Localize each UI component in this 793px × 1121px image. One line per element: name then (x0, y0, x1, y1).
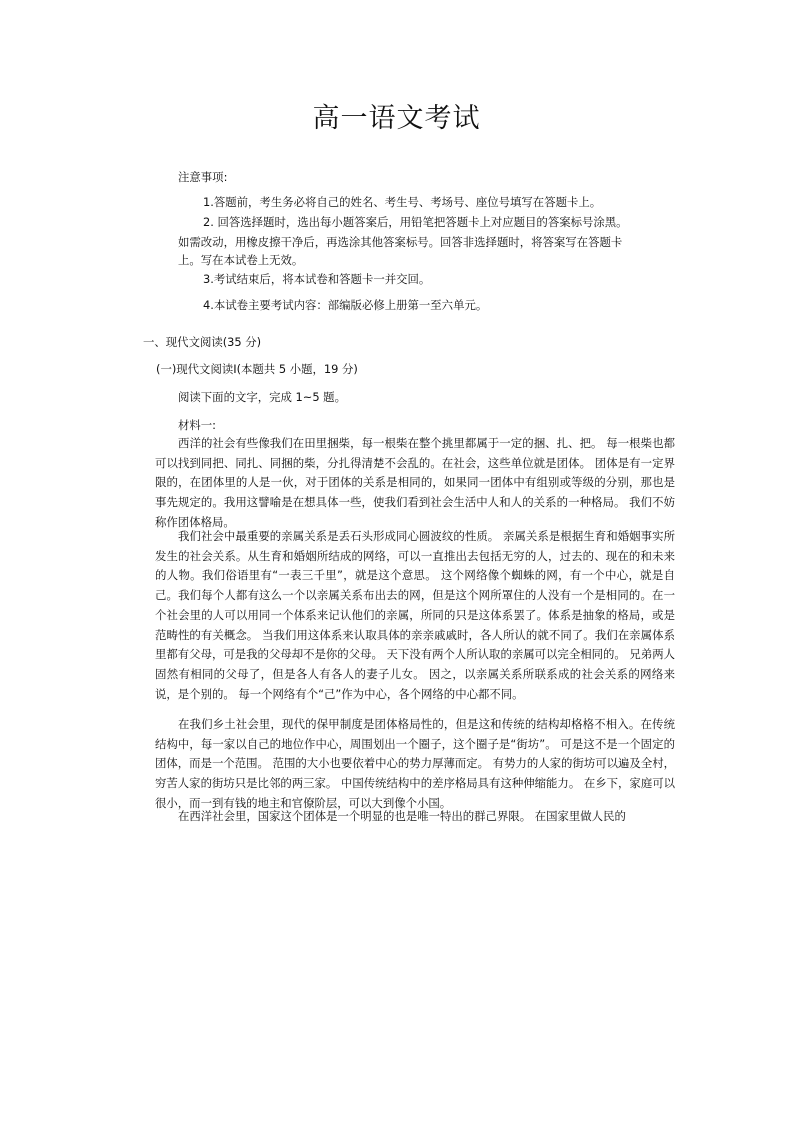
paragraph-3: 在我们乡土社会里，现代的保甲制度是团体格局性的，但是这和传统的结构却格格不相入。在传统结构中，每一家以自己的地位作中心，周围划出一个圈子，这个圈子是“街坊”。 可是这不是一个固定的团体，而是一个范围。 范围的大小也要依着中心的势力厚薄而定。 有势力的人家的街坊可以遍及全村，穷苦人家的街坊只是比邻的两三家。 中国传统结构中的差序格局具有这种伸缩能力。 在乡下，家庭可以很小，而一到有钱的地主和官僚阶层，可以大到像个小国。 (155, 717, 675, 810)
paragraph-2: 我们社会中最重要的亲属关系是丢石头形成同心圆波纹的性质。 亲属关系是根据生育和婚姻事实所发生的社会关系。从生育和婚姻所结成的网络，可以一直推出去包括无穷的人，过去的、现在的和未来的人物。我们俗语里有“一表三千里”，就是这个意思。 这个网络像个蜘蛛的网，有一个中心，就是自己。我们每个人都有这么一个以亲属关系布出去的网，但是这个网所罩住的人没有一个是相同的。在一个社会里的人可以用同一个体系来记认他们的亲属，所同的只是这体系罢了。体系是抽象的格局，或是范畴性的有关概念。 当我们用这体系来认取具体的亲亲戚戚时，各人所认的就不同了。我们在亲属体系里都有父母，可是我的父母却不是你的父母。 天下没有两个人所认取的亲属可以完全相同的。 兄弟两人固然有相同的父母了，但是各人有各人的妻子儿女。 因之，以亲属关系所联系成的社会关系的网络来说，是个别的。 每一个网络有个“己”作为中心，各个网络的中心都不同。 (155, 529, 675, 701)
subsection-heading: (一)现代文阅读Ⅰ(本题共 5 小题，19 分) (156, 362, 358, 376)
reading-instruction: 阅读下面的文字，完成 1~5 题。 (178, 390, 346, 404)
material-label: 材料一: (178, 418, 217, 432)
notice-item-2-cont: 如需改动，用橡皮擦干净后，再选涂其他答案标号。回答非选择题时，将答案写在答题卡 (178, 235, 623, 249)
notice-item-2: 2. 回答选择题时，选出每小题答案后，用铅笔把答题卡上对应题目的答案标号涂黑。 (203, 215, 628, 229)
notice-item-1: 1.答题前，考生务必将自己的姓名、考生号、考场号、座位号填写在答题卡上。 (203, 195, 602, 209)
paragraph-1: 西洋的社会有些像我们在田里捆柴，每一根柴在整个挑里都属于一定的捆、扎、把。 每一根柴也都可以找到同把、同扎、同捆的柴，分扎得清楚不会乱的。在社会，这些单位就是团体。 团体是有一定界限的，在团体里的人是一伙，对于团体的关系是相同的，如果同一团体中有组别或等级的分别，那也是事先规定的。我用这譬喻是在想具体一些，使我们看到社会生活中人和人的关系的一种格局。 我们不妨称作团体格局。 (155, 436, 675, 529)
notice-item-2-end: 上。写在本试卷上无效。 (178, 253, 304, 267)
notice-heading: 注意事项: (178, 170, 228, 184)
notice-item-4: 4.本试卷主要考试内容：部编版必修上册第一至六单元。 (203, 298, 488, 312)
notice-item-3: 3.考试结束后，将本试卷和答题卡一并交回。 (203, 272, 431, 286)
paragraph-4: 在西洋社会里，国家这个团体是一个明显的也是唯一特出的群己界限。 在国家里做人民的 (178, 809, 626, 823)
section-heading: 一、现代文阅读(35 分) (143, 335, 262, 349)
page-title: 高一语文考试 (312, 103, 481, 134)
